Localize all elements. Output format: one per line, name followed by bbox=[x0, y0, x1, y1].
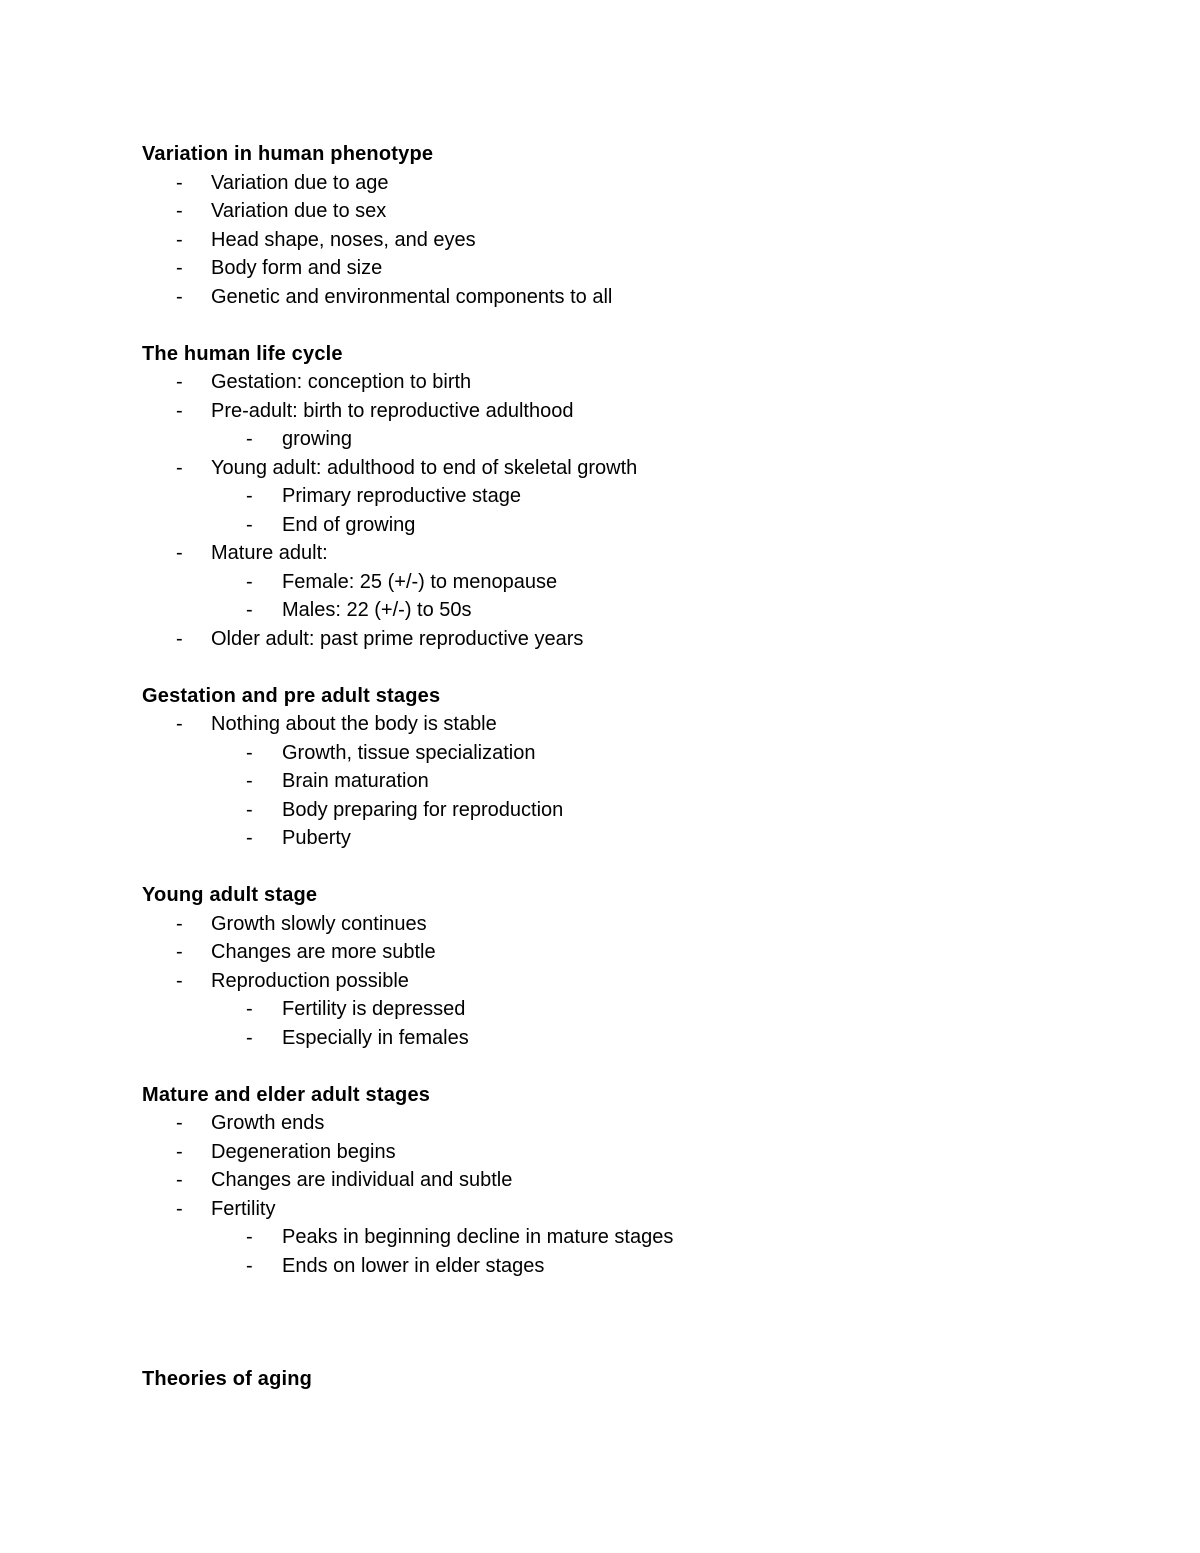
bullet-dash: - bbox=[246, 513, 253, 536]
list-item-text: Head shape, noses, and eyes bbox=[211, 228, 476, 251]
list-item-text: Fertility bbox=[211, 1197, 276, 1220]
list-item-text: Mature adult: bbox=[211, 542, 328, 564]
list-item-text: Reproduction possible bbox=[211, 969, 409, 992]
list-item-text: Pre-adult: birth to reproductive adulthood bbox=[211, 399, 574, 422]
list-item-text: Growth, tissue specialization bbox=[282, 741, 536, 764]
bullet-dash: - bbox=[176, 285, 183, 308]
sub-list-item bbox=[142, 511, 1102, 540]
section-mature-elder bbox=[142, 1081, 1102, 1281]
sub-list-item bbox=[142, 596, 1102, 625]
list-item-text: Primary reproductive stage bbox=[282, 485, 521, 507]
bullet-dash: - bbox=[246, 741, 253, 764]
bullet-dash: - bbox=[176, 1197, 183, 1220]
list-item-text: Especially in females bbox=[282, 1026, 469, 1049]
list-item-text: Degeneration begins bbox=[211, 1140, 396, 1163]
list-item-text: Ends on lower in elder stages bbox=[282, 1254, 545, 1277]
bullet-dash: - bbox=[176, 713, 183, 735]
bullet-dash: - bbox=[246, 770, 253, 792]
list-item bbox=[142, 454, 1102, 483]
bullet-dash: - bbox=[176, 200, 183, 222]
list-item-text: Changes are individual and subtle bbox=[211, 1169, 513, 1191]
list-item-text: Female: 25 (+/-) to menopause bbox=[282, 570, 558, 593]
section-variation bbox=[142, 140, 1102, 311]
bullet-dash: - bbox=[176, 941, 183, 963]
list-item bbox=[142, 397, 1102, 426]
list-item bbox=[142, 197, 1102, 226]
sub-list-item bbox=[142, 796, 1102, 825]
section-heading: Young adult stage bbox=[142, 884, 318, 906]
sub-list-item bbox=[142, 1252, 1102, 1281]
list-item-text: Nothing about the body is stable bbox=[211, 713, 497, 735]
bullet-dash: - bbox=[176, 171, 183, 194]
bullet-dash: - bbox=[176, 371, 183, 393]
bullet-dash: - bbox=[176, 257, 183, 279]
bullet-dash: - bbox=[176, 542, 183, 564]
list-item-text: Growth slowly continues bbox=[211, 912, 427, 935]
list-item-text: Peaks in beginning decline in mature stages bbox=[282, 1226, 674, 1248]
sub-list-item bbox=[142, 568, 1102, 597]
sub-list-item bbox=[142, 739, 1102, 768]
sub-list-item bbox=[142, 824, 1102, 853]
bullet-dash: - bbox=[246, 485, 253, 507]
document-body bbox=[142, 140, 1102, 1394]
section-theories-of-aging bbox=[142, 1365, 1102, 1394]
bullet-dash: - bbox=[246, 1254, 253, 1277]
list-item-text: growing bbox=[282, 428, 353, 450]
list-item bbox=[142, 1195, 1102, 1224]
section-heading: Mature and elder adult stages bbox=[142, 1083, 431, 1106]
list-item-text: Brain maturation bbox=[282, 770, 429, 792]
list-item-text: Gestation: conception to birth bbox=[211, 371, 472, 393]
bullet-dash: - bbox=[246, 1026, 253, 1049]
bullet-dash: - bbox=[246, 428, 253, 450]
list-item bbox=[142, 283, 1102, 312]
list-item bbox=[142, 710, 1102, 739]
list-item-text: Growth ends bbox=[211, 1112, 325, 1134]
list-item bbox=[142, 938, 1102, 967]
bullet-dash: - bbox=[176, 969, 183, 992]
bullet-dash: - bbox=[246, 827, 253, 849]
list-item-text: Variation due to sex bbox=[211, 200, 387, 222]
list-item-text: Changes are more subtle bbox=[211, 941, 436, 963]
paragraph-spacer bbox=[142, 1052, 1102, 1081]
list-item bbox=[142, 226, 1102, 255]
section-heading: Gestation and pre adult stages bbox=[142, 684, 441, 707]
bullet-dash: - bbox=[246, 998, 253, 1020]
sub-list-item bbox=[142, 995, 1102, 1024]
bullet-dash: - bbox=[176, 228, 183, 251]
list-item-text: Variation due to age bbox=[211, 171, 389, 194]
paragraph-spacer bbox=[142, 653, 1102, 682]
bullet-dash: - bbox=[176, 1140, 183, 1163]
list-item bbox=[142, 539, 1102, 568]
sub-list-item bbox=[142, 482, 1102, 511]
paragraph-spacer bbox=[142, 1280, 1102, 1365]
list-item-text: Young adult: adulthood to end of skeletal growth bbox=[211, 456, 638, 479]
list-item-text: Body form and size bbox=[211, 257, 383, 279]
list-item bbox=[142, 625, 1102, 654]
list-item-text: Males: 22 (+/-) to 50s bbox=[282, 599, 472, 621]
list-item-text: Older adult: past prime reproductive years bbox=[211, 627, 584, 650]
bullet-dash: - bbox=[176, 456, 183, 479]
list-item-text: End of growing bbox=[282, 513, 416, 536]
bullet-dash: - bbox=[246, 798, 253, 821]
paragraph-spacer bbox=[142, 311, 1102, 340]
list-item bbox=[142, 254, 1102, 283]
list-item-text: Genetic and environmental components to all bbox=[211, 285, 613, 308]
bullet-dash: - bbox=[176, 1112, 183, 1134]
list-item-text: Puberty bbox=[282, 827, 351, 849]
bullet-dash: - bbox=[246, 599, 253, 621]
list-item bbox=[142, 1138, 1102, 1167]
bullet-dash: - bbox=[246, 570, 253, 593]
list-item bbox=[142, 910, 1102, 939]
bullet-dash: - bbox=[176, 1169, 183, 1191]
section-heading: Theories of aging bbox=[142, 1368, 313, 1390]
bullet-dash: - bbox=[176, 912, 183, 935]
bullet-dash: - bbox=[176, 627, 183, 650]
list-item bbox=[142, 368, 1102, 397]
paragraph-spacer bbox=[142, 853, 1102, 882]
list-item bbox=[142, 169, 1102, 198]
list-item bbox=[142, 967, 1102, 996]
section-life-cycle bbox=[142, 340, 1102, 654]
list-item bbox=[142, 1109, 1102, 1138]
sub-list-item bbox=[142, 1024, 1102, 1053]
sub-list-item bbox=[142, 767, 1102, 796]
section-young-adult bbox=[142, 881, 1102, 1052]
list-item-text: Fertility is depressed bbox=[282, 998, 466, 1020]
sub-list-item bbox=[142, 425, 1102, 454]
sub-list-item bbox=[142, 1223, 1102, 1252]
list-item bbox=[142, 1166, 1102, 1195]
section-heading: Variation in human phenotype bbox=[142, 143, 434, 165]
section-heading: The human life cycle bbox=[142, 342, 343, 365]
list-item-text: Body preparing for reproduction bbox=[282, 798, 564, 821]
section-gestation-pre-adult bbox=[142, 682, 1102, 853]
bullet-dash: - bbox=[246, 1226, 253, 1248]
bullet-dash: - bbox=[176, 399, 183, 422]
